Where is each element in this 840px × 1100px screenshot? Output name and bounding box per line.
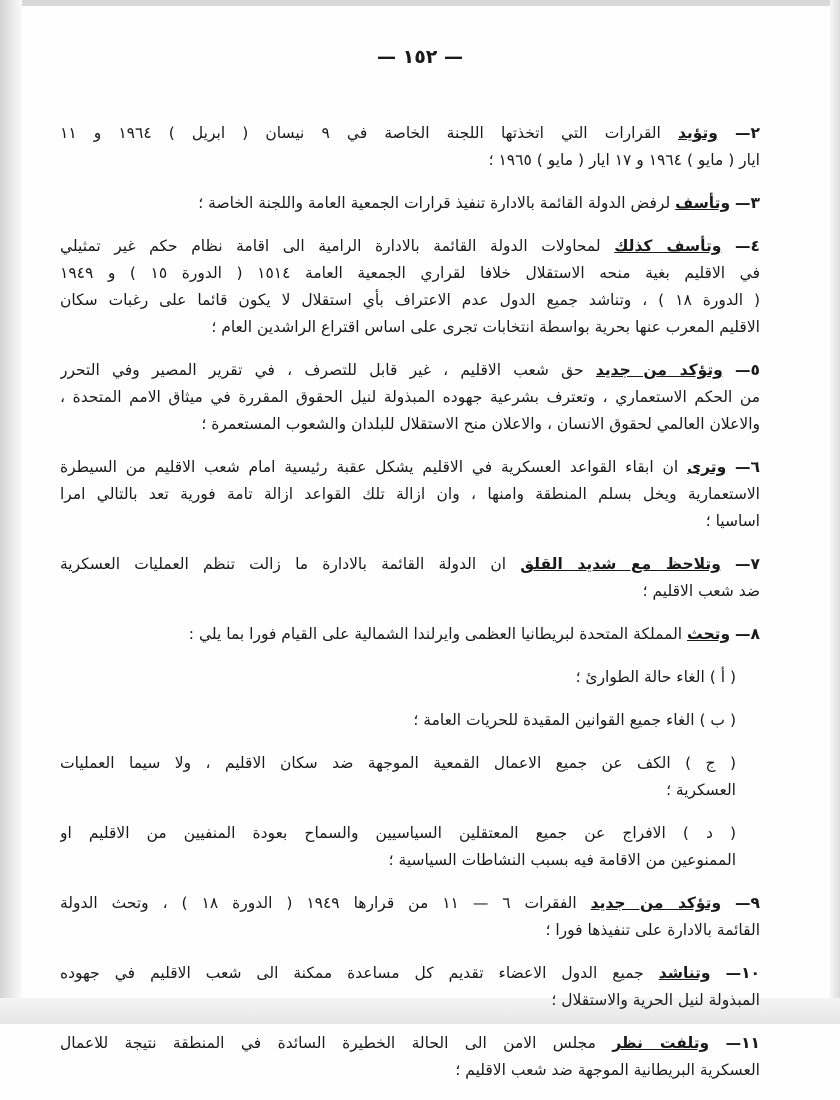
paragraph-number: ٦— [735, 458, 760, 476]
paragraph [60, 890, 760, 944]
paragraph-number: ٩— [735, 894, 760, 912]
paragraph-text: ان الدولة القائمة بالادارة ما زالت تنظم العمليات العسكرية [60, 555, 507, 573]
paragraph-continuation-line: المبذولة لنيل الحرية والاستقلال ؛ [551, 991, 760, 1009]
operative-verb: وتأسف [675, 194, 731, 212]
operative-verb: وتؤكد من جديد [590, 894, 722, 912]
paragraph-number: ٨— [735, 625, 760, 643]
paragraph-continuation-line: والاعلان العالمي لحقوق الانسان ، والاعلان منح الاستقلال للبلدان والشعوب المستعمرة ؛ [201, 415, 760, 433]
paragraph [60, 233, 760, 341]
paragraph-text: ( ب ) الغاء جميع القوانين المقيدة للحريات العامة ؛ [413, 711, 736, 729]
paragraph-first-line [60, 707, 736, 734]
paragraph-number: ٧— [735, 555, 760, 573]
paragraph [60, 551, 760, 605]
operative-verb: وتلاحظ مع شديد القلق [520, 555, 721, 573]
paragraph [60, 621, 760, 648]
paragraph-text: حق شعب الاقليم ، غير قابل للتصرف ، في تقرير المصير وفي التحرر [60, 361, 584, 379]
paragraph-number: ٣— [735, 194, 760, 212]
paragraph-number: ١٠— [725, 964, 760, 982]
paragraph-first-line [60, 820, 736, 847]
paragraph [60, 960, 760, 1014]
paragraph-first-line [60, 120, 760, 147]
paragraph-first-line [60, 750, 736, 777]
operative-verb: وتحث [687, 625, 731, 643]
paragraph-text: المملكة المتحدة لبريطانيا العظمى وايرلندا الشمالية على القيام فورا بما يلي : [188, 625, 683, 643]
paragraph-continuation-line: الممنوعين من الاقامة فيه بسبب النشاطات السياسية ؛ [388, 851, 736, 869]
scan-edge-right [830, 0, 840, 1024]
paragraph-first-line [60, 190, 760, 217]
paragraph-continuation-line: القائمة بالادارة على تنفيذها فورا ؛ [545, 921, 760, 939]
paragraph-text: لرفض الدولة القائمة بالادارة تنفيذ قرارات الجمعية العامة واللجنة الخاصة ؛ [198, 194, 671, 212]
resolution-body [60, 120, 760, 1100]
operative-verb: وتلفت نظر [612, 1034, 710, 1052]
paragraph-continuation-line: من الحكم الاستعماري ، وتعترف بشرعية جهوده المبذولة لنيل الحقوق المقررة في ميثاق الامم المتحدة ، [60, 388, 760, 406]
operative-verb: وتأسف كذلك [614, 237, 722, 255]
paragraph-continuation-line: العسكرية ؛ [666, 781, 736, 799]
paragraph-first-line [60, 621, 760, 648]
scan-edge-left [0, 0, 22, 1024]
paragraph-number: ٤— [735, 237, 760, 255]
paragraph [60, 1030, 760, 1084]
paragraph-text: ( أ ) الغاء حالة الطوارئ ؛ [575, 668, 736, 686]
paragraph-text: جميع الدول الاعضاء تقديم كل مساعدة ممكنة الى شعب الاقليم في جهوده [60, 964, 644, 982]
paragraph-text: ان ابقاء القواعد العسكرية في الاقليم يشكل عقبة رئيسية امام شعب الاقليم من السيطرة [60, 458, 679, 476]
paragraph-first-line [60, 233, 760, 260]
paragraph-continuation-line: الاستعمارية ويخل بسلم المنطقة وامنها ، وان ازالة تلك القواعد ازالة تامة فورية تعد بالتالي امرا [60, 485, 760, 503]
paragraph [60, 664, 760, 691]
paragraph [60, 357, 760, 438]
paragraph-text: مجلس الامن الى الحالة الخطيرة السائدة في المنطقة نتيجة للاعمال [60, 1034, 596, 1052]
paragraph-text: ( د ) الافراج عن جميع المعتقلين السياسيين والسماح بعودة المنفيين من الاقليم او [60, 824, 736, 842]
paragraph [60, 707, 760, 734]
paragraph-first-line [60, 960, 760, 987]
paragraph-continuation-line: اساسيا ؛ [705, 512, 760, 530]
paragraph-first-line [60, 664, 736, 691]
paragraph-continuation-line: ضد شعب الاقليم ؛ [642, 582, 760, 600]
paragraph-text: ( ج ) الكف عن جميع الاعمال القمعية الموجهة ضد سكان الاقليم ، ولا سيما العمليات [60, 754, 736, 772]
paragraph-first-line [60, 454, 760, 481]
paragraph [60, 454, 760, 535]
paragraph [60, 120, 760, 174]
paragraph-number: ١١— [725, 1034, 760, 1052]
paragraph-text: القرارات التي اتخذتها اللجنة الخاصة في ٩ نيسان ( ابريل ) ١٩٦٤ و ١١ [60, 124, 661, 142]
paragraph [60, 820, 760, 874]
paragraph-continuation-line: ( الدورة ١٨ ) ، وتناشد جميع الدول عدم الاعتراف بأي استقلال لا يكون قائما على رغبات سكان [60, 291, 760, 309]
paragraph-continuation-line: العسكرية البريطانية الموجهة ضد شعب الاقليم ؛ [455, 1061, 760, 1079]
operative-verb: وترى [686, 458, 727, 476]
paragraph-first-line [60, 890, 760, 917]
paragraph [60, 750, 760, 804]
paragraph-continuation-line: الاقليم المعرب عنها بحرية بواسطة انتخابات تجرى على اساس اقتراع الراشدين العام ؛ [211, 318, 760, 336]
operative-verb: وتؤيد [677, 124, 718, 142]
paragraph-first-line [60, 551, 760, 578]
paragraph-first-line [60, 357, 760, 384]
scan-edge-top [0, 0, 840, 6]
page-number: — ١٥٢ — [376, 46, 464, 68]
paragraph [60, 190, 760, 217]
paragraph-number: ٢— [735, 124, 760, 142]
paragraph-number: ٥— [735, 361, 760, 379]
paragraph-continuation-line: في الاقليم بغية منحه الاستقلال خلافا لقراري الجمعية العامة ١٥١٤ ( الدورة ١٥ ) و ١٩٤٩ [60, 264, 760, 282]
paragraph-text: الفقرات ٦ — ١١ من قرارها ١٩٤٩ ( الدورة ١٨ ) ، وتحث الدولة [60, 894, 577, 912]
paragraph-text: لمحاولات الدولة القائمة بالادارة الرامية الى اقامة نظام حكم غير تمثيلي [60, 237, 601, 255]
operative-verb: وتناشد [658, 964, 711, 982]
operative-verb: وتؤكد من جديد [595, 361, 723, 379]
paragraph-first-line [60, 1030, 760, 1057]
paragraph-continuation-line: ايار ( مايو ) ١٩٦٤ و ١٧ ايار ( مايو ) ١٩٦٥ ؛ [488, 151, 760, 169]
